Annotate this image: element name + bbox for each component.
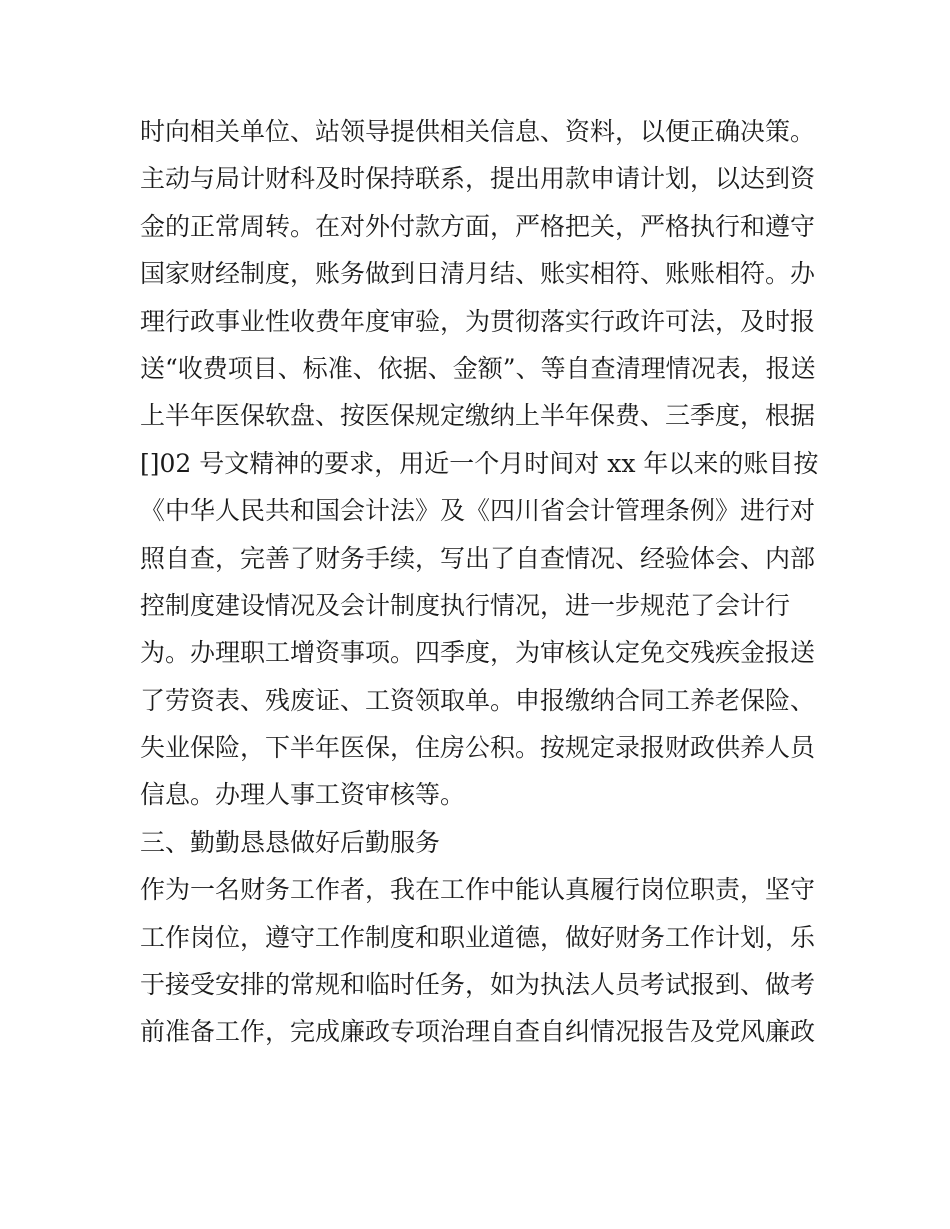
text-line: 失业保险，下半年医保，住房公积。按规定录报财政供养人员 <box>140 733 816 763</box>
text-line: 国家财经制度，账务做到日清月结、账实相符、账账相符。办 <box>140 259 816 289</box>
text-line: 送“收费项目、标准、依据、金额”、等自查清理情况表，报送 <box>140 353 816 383</box>
text-line: 工作岗位，遵守工作制度和职业道德，做好财务工作计划，乐 <box>140 922 816 952</box>
text-line: []02 号文精神的要求，用近一个月时间对 xx 年以来的账目按 <box>140 448 819 478</box>
text-line: 作为一名财务工作者，我在工作中能认真履行岗位职责，坚守 <box>140 875 816 905</box>
body-text <box>140 108 820 1056</box>
text-line: 理行政事业性收费年度审验，为贯彻落实行政许可法，及时报 <box>140 306 816 336</box>
text-line: 金的正常周转。在对外付款方面，严格把关，严格执行和遵守 <box>140 211 816 241</box>
text-line: 为。办理职工增资事项。四季度，为审核认定免交残疾金报送 <box>140 638 816 668</box>
text-line: 上半年医保软盘、按医保规定缴纳上半年保费、三季度，根据 <box>140 401 816 431</box>
text-line: 主动与局计财科及时保持联系，提出用款申请计划，以达到资 <box>140 164 816 194</box>
text-line: 《中华人民共和国会计法》及《四川省会计管理条例》进行对 <box>140 496 816 526</box>
text-line: 时向相关单位、站领导提供相关信息、资料，以便正确决策。 <box>140 117 816 146</box>
text-line: 控制度建设情况及会计制度执行情况，进一步规范了会计行 <box>140 590 791 620</box>
text-line: 于接受安排的常规和临时任务，如为执法人员考试报到、做考 <box>140 970 816 1000</box>
text-line: 信息。办理人事工资审核等。 <box>140 780 466 810</box>
text-line: 前准备工作，完成廉政专项治理自查自纠情况报告及党风廉政 <box>140 1017 816 1047</box>
text-line: 照自查，完善了财务手续，写出了自查情况、经验体会、内部 <box>140 543 816 573</box>
text-line: 了劳资表、残废证、工资领取单。申报缴纳合同工养老保险、 <box>140 685 816 715</box>
section-heading: 三、勤勤恳恳做好后勤服务 <box>140 827 441 857</box>
